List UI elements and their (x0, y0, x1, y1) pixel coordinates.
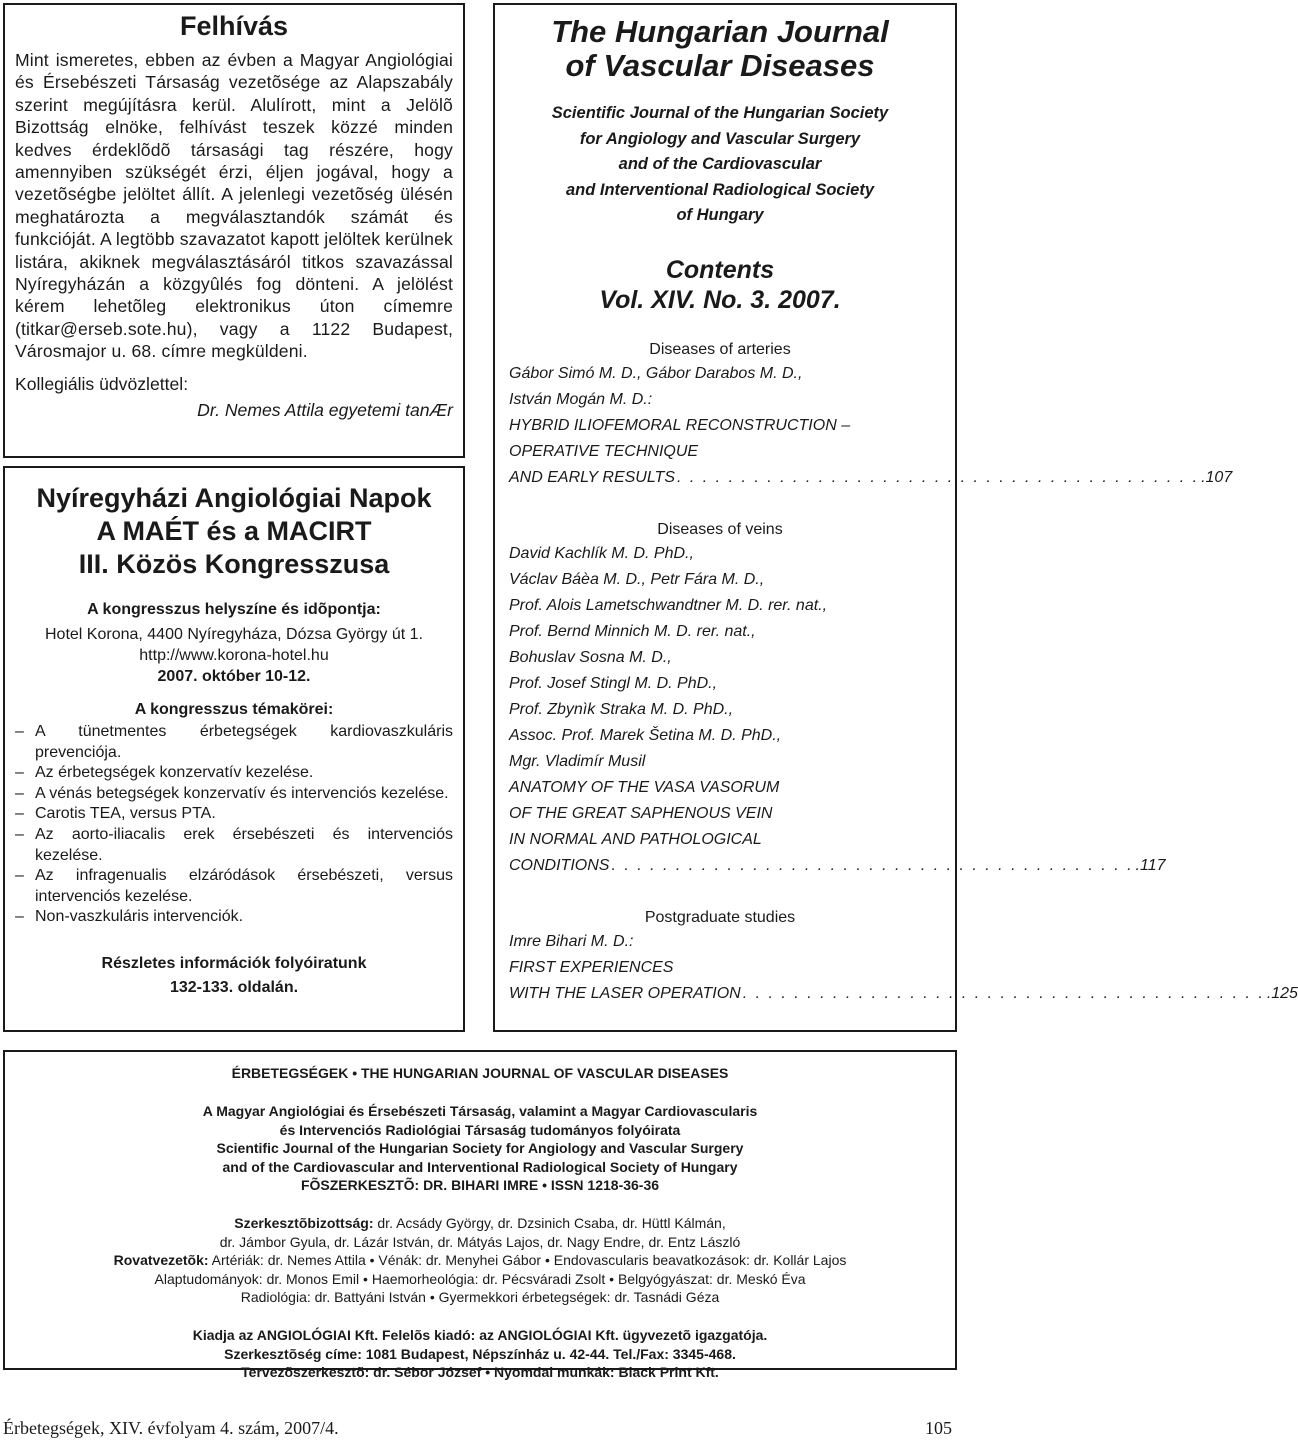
publisher-info-line: Szerkesztõség címe: 1081 Budapest, Népszínház u. 42-44. Tel./Fax: 3345-468. (224, 1345, 736, 1362)
masthead-publisher-line: Scientific Journal of the Hungarian Society for Angiology and Vascular Surgery (216, 1140, 744, 1157)
call-signature: Dr. Nemes Attila egyetemi tanÆr (197, 400, 453, 421)
congress-title-line: Nyíregyházi Angiológiai Napok (36, 483, 432, 513)
editorial-board-names: dr. Acsády György, dr. Dzsinich Csaba, dr. Hüttl Kálmán, (373, 1215, 726, 1232)
congress-announcement-box (3, 466, 465, 1032)
masthead-journal-line: ÉRBETEGSÉGEK • THE HUNGARIAN JOURNAL OF VASCULAR DISEASES (231, 1065, 729, 1081)
details-note: Részletes információk folyóiratunk (101, 954, 367, 972)
section-heading: Diseases of veins (657, 520, 783, 538)
toc-entry-last-line[interactable] (509, 853, 1166, 879)
toc-title: WITH THE LASER OPERATION (509, 984, 741, 1002)
list-item: – Az érbetegségek konzervatív kezelése. (15, 763, 453, 784)
masthead (25, 1064, 935, 1382)
details-pages: 132-133. oldalán. (169, 978, 299, 996)
toc-section-postgraduate (509, 907, 1298, 1007)
toc-page-number: .125 (1266, 984, 1298, 1002)
toc-authors: Bohuslav Sosna M. D., (509, 648, 672, 666)
venue-address: Hotel Korona, 4400 Nyíregyháza, Dózsa György út 1. (45, 626, 423, 643)
toc-title: AND EARLY RESULTS (509, 468, 675, 486)
congress-title-line: A MAÉT és a MACIRT (96, 516, 372, 546)
page-number: 105 (925, 1418, 952, 1438)
call-body: Mint ismeretes, ebben az évben a Magyar Angiológiai és Érsebészeti Társaság vezetõsége az Alapszabály szerint megújításra kerül. Alulírott, mint a Jelölõ Bizottság elnöke, felhívást teszek közzé minden kedves érdeklõdõ társasági tag részére, hogy amennyiben szükségét érzi, éljen jogával, hogy a vezetõségbe jelöltet állít. A jelenlegi vezetõség ülésén meghatározta a megválasztandók számát és funkcióját. A legtöbb szavazatot kapott jelöltek kerülnek listára, akiknek megválasztásáról titkos szavazással Nyíregyházán a közgyûlés fog dönteni. A jelölést kérem lehetõleg elektronikus úton címemre (titkar@erseb.sote.hu), vagy a 1122 Budapest, Városmajor u. 68. címre megküldeni. (15, 50, 453, 362)
toc-page-number: .117 (1135, 856, 1166, 874)
toc-title[interactable]: IN NORMAL AND PATHOLOGICAL (509, 830, 762, 848)
masthead-publisher-line: és Intervenciós Radiológiai Társaság tudományos folyóirata (279, 1121, 681, 1138)
contents-title: Contents (665, 255, 775, 284)
call-greeting: Kollegiális üdvözlettel: (15, 373, 189, 394)
subtitle-line: and of the Cardiovascular (618, 155, 822, 173)
list-item: – Az infragenualis elzáródások érsebészeti, versus intervenciós kezelése. (15, 866, 453, 907)
section-editors-label: Rovatvezetõk: (113, 1252, 209, 1269)
section-editors-names: Radiológia: dr. Battyáni István • Gyermekkori érbetegségek: dr. Tasnádi Géza (240, 1289, 720, 1306)
toc-section-arteries (509, 339, 1233, 491)
toc-authors: Imre Bihari M. D.: (509, 932, 634, 950)
toc-authors: Gábor Simó M. D., Gábor Darabos M. D., (509, 364, 803, 382)
call-title: Felhívás (179, 11, 289, 41)
toc-page-number: .107 (1201, 468, 1233, 486)
list-item: – Az aorto-iliacalis erek érsebészeti és intervenciós kezelése. (15, 825, 453, 866)
publisher-info-line: Tervezõszerkesztõ: dr. Sébor József • Nyomdai munkák: Black Print Kft. (241, 1364, 719, 1381)
toc-section-veins (509, 519, 1166, 879)
editorial-board-names: dr. Jámbor Gyula, dr. Lázár István, dr. Mátyás Lajos, dr. Nagy Endre, dr. Entz László (219, 1233, 741, 1250)
toc-authors: Prof. Bernd Minnich M. D. rer. nat., (509, 622, 756, 640)
list-item: – A vénás betegségek konzervatív és intervenciós kezelése. (15, 784, 453, 805)
footer-issue: Érbetegségek, XIV. évfolyam 4. szám, 2007/4. (3, 1418, 339, 1438)
toc-authors: Prof. Alois Lametschwandtner M. D. rer. nat., (509, 596, 828, 614)
toc-title[interactable]: OF THE GREAT SAPHENOUS VEIN (509, 804, 773, 822)
subtitle-line: of Hungary (676, 206, 764, 224)
toc-authors: David Kachlík M. D. PhD., (509, 544, 694, 562)
toc-title[interactable]: HYBRID ILIOFEMORAL RECONSTRUCTION – (509, 416, 851, 434)
venue-url[interactable]: http://www.korona-hotel.hu (139, 647, 329, 664)
masthead-box (3, 1050, 957, 1381)
toc-title: CONDITIONS (509, 856, 610, 874)
toc-title[interactable]: ANATOMY OF THE VASA VASORUM (509, 778, 780, 796)
call-for-nominations-box (3, 3, 465, 458)
journal-contents-box (493, 3, 1298, 1032)
toc-title[interactable]: FIRST EXPERIENCES (509, 958, 674, 976)
congress-title-line: III. Közös Kongresszusa (78, 549, 390, 579)
journal-title (509, 15, 931, 83)
list-item: – A tünetmentes érbetegségek kardiovaszkuláris prevenciója. (15, 722, 453, 763)
congress-title (15, 482, 453, 581)
congress-date: 2007. október 10-12. (157, 668, 311, 685)
topics-list (15, 722, 453, 928)
subtitle-line: and Interventional Radiological Society (565, 180, 875, 199)
editorial-board-line (25, 1214, 935, 1232)
toc-title[interactable]: OPERATIVE TECHNIQUE (509, 442, 699, 460)
toc-authors: Mgr. Vladimír Musil (509, 752, 646, 770)
toc-entry-last-line[interactable] (509, 981, 1298, 1007)
masthead-editor-in-chief: FÕSZERKESZTÕ: DR. BIHARI IMRE • ISSN 1218-36-36 (300, 1177, 660, 1194)
publisher-info-line: Kiadja az ANGIOLÓGIAI Kft. Felelõs kiadó: az ANGIOLÓGIAI Kft. ügyvezetõ igazgatója. (192, 1327, 768, 1344)
journal-subtitle (509, 101, 931, 229)
masthead-publisher-line: and of the Cardiovascular and Interventional Radiological Society of Hungary (222, 1158, 738, 1175)
topics-heading: A kongresszus témakörei: (134, 701, 334, 718)
toc-authors: Assoc. Prof. Marek Šetina M. D. PhD., (509, 726, 782, 744)
subtitle-line: Scientific Journal of the Hungarian Society (551, 104, 889, 122)
section-heading: Diseases of arteries (649, 340, 791, 358)
toc-leader: . . . . . . . . . . . . . . . . . . . . . . . . . . . . . . . . . . . . . . . . . (611, 856, 1134, 874)
toc-entry-last-line[interactable] (509, 465, 1233, 491)
toc-leader: . . . . . . . . . . . . . . . . . . . . . . . . . . . . . . . . . . . . . . . . . (677, 468, 1200, 486)
venue-heading: A kongresszus helyszíne és idõpontja: (87, 601, 381, 618)
toc-authors: István Mogán M. D.: (509, 390, 653, 408)
toc-authors: Prof. Josef Stingl M. D. PhD., (509, 674, 718, 692)
toc-leader: . . . . . . . . . . . . . . . . . . . . . . . . . . . . . . . . . . . . . . . . . (742, 984, 1265, 1002)
list-item: – Non-vaszkuláris intervenciók. (15, 907, 453, 928)
toc-authors: Václav Báèa M. D., Petr Fára M. D., (509, 570, 765, 588)
toc-authors: Prof. Zbynìk Straka M. D. PhD., (509, 700, 734, 718)
section-editors-names: Artériák: dr. Nemes Attila • Vénák: dr. Menyhei Gábor • Endovascularis beavatkozások: dr. Kollár Lajos (208, 1252, 847, 1269)
masthead-publisher-line: A Magyar Angiológiai és Érsebészeti Társaság, valamint a Magyar Cardiovascularis (202, 1103, 758, 1120)
section-editors-names: Alaptudományok: dr. Monos Emil • Haemorheológia: dr. Pécsváradi Zsolt • Belgyógyászat: dr. Meskó Éva (154, 1270, 806, 1287)
list-item: – Carotis TEA, versus PTA. (15, 804, 453, 825)
journal-title-line: The Hungarian Journal (551, 14, 889, 49)
journal-title-line: of Vascular Diseases (565, 48, 875, 83)
subtitle-line: for Angiology and Vascular Surgery (579, 129, 861, 148)
section-heading: Postgraduate studies (644, 908, 796, 926)
contents-volume: Vol. XIV. No. 3. 2007. (599, 285, 841, 314)
editorial-board-label: Szerkesztõbizottság: (234, 1215, 374, 1232)
section-editors-line (25, 1251, 935, 1269)
